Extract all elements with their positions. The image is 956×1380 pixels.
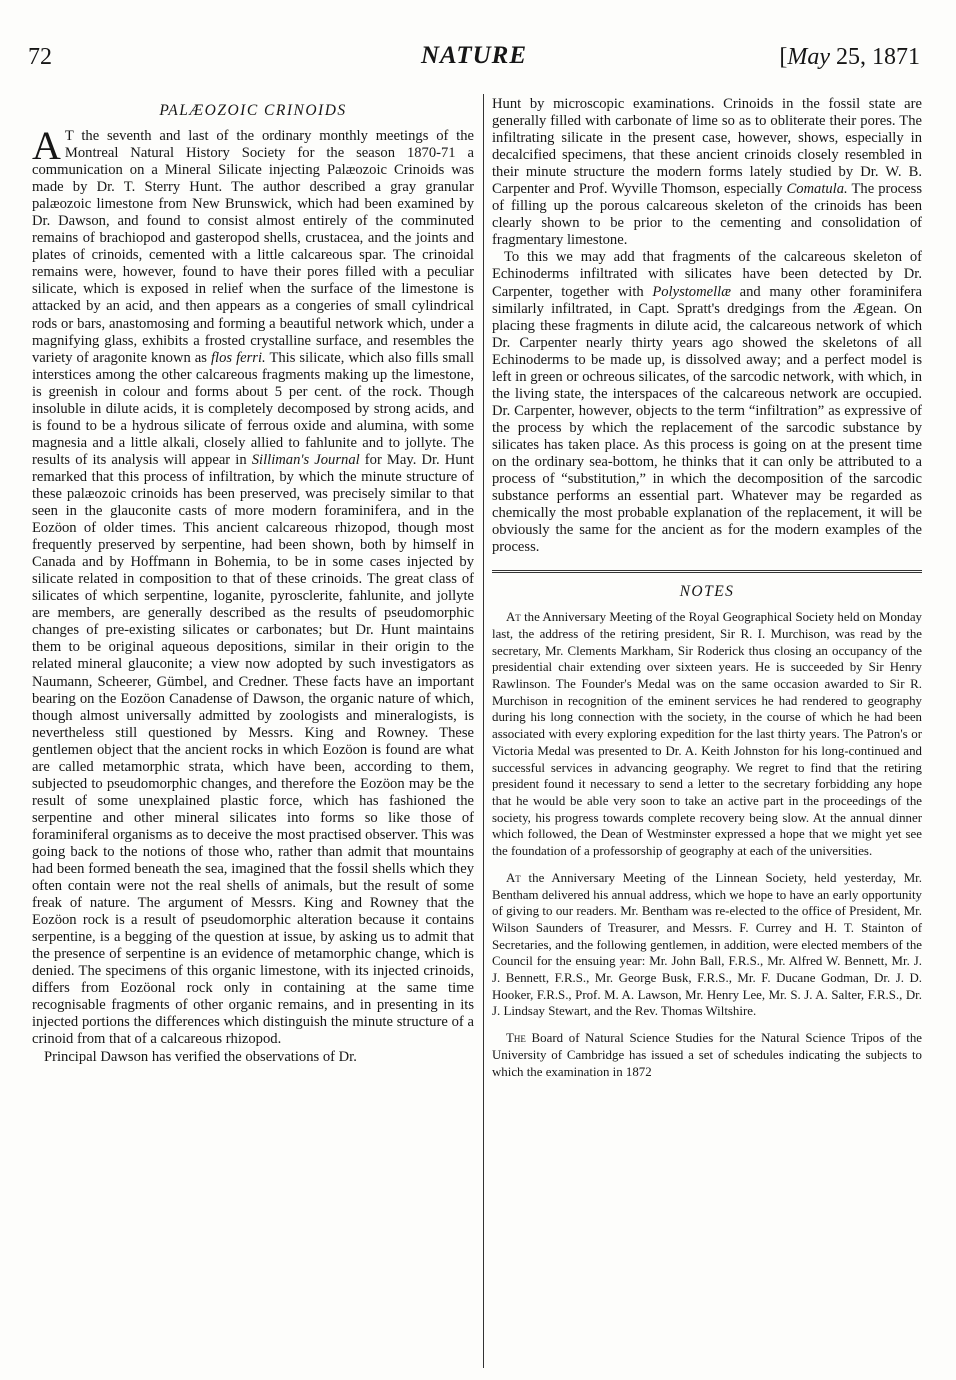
column-divider	[483, 94, 484, 1368]
note-item: At the Anniversary Meeting of the Linnean Society, held yesterday, Mr. Bentham delivered his annual address, which we hope to have an early opportunity of giving to our readers. Mr. Bentham was re-elected to the office of President, Mr. Wilson Saunders of Treasurer, and Messrs. F. Currey and H. T. Stainton of Secretaries, and the following gentlemen, in addition, were elected members of the Council for the ensuing year: Mr. John Ball, F.R.S., Mr. Alfred W. Bennett, Mr. J. J. Bennett, F.R.S., Mr. George Busk, F.R.S., Mr. F. Ducane Godman, Dr. J. D. Hooker, F.R.S., Prof. M. A. Lawson, Mr. Henry Lee, Mr. S. J. A. Salter, F.R.S., Dr. J. Lindsay Stewart, and the Rev. Thomas Wiltshire.	[492, 870, 922, 1019]
right-column	[492, 96, 922, 1090]
journal-title: NATURE	[420, 42, 528, 69]
left-column	[32, 96, 474, 1066]
section-divider	[492, 570, 922, 573]
drop-cap: A	[32, 123, 61, 168]
page-number: 72	[28, 44, 52, 70]
date-month: May	[787, 44, 830, 70]
notes-body	[492, 609, 922, 1080]
issue-date	[779, 44, 920, 71]
note-item: The Board of Natural Science Studies for the Natural Science Tripos of the University of Cambridge has issued a set of schedules indicating the subjects to which the examination in 1872	[492, 1031, 922, 1079]
article-paragraph: A T the seventh and last of the ordinary monthly meetings of the Montreal Natural History Society for the season 1870-71 a communication on a Mineral Silicate injecting Palæozoic Crinoids was made by Dr. T. Sterry Hunt. The author described a gray granular palæozoic limestone from New Brunswick, which had been examined by Dr. Dawson, and found to consist almost entirely of the comminuted remains of brachiopod and gasteropod shells, crustacea, and the joints and plates of crinoids, cemented with a little calcareous spar. The crinoidal remains were, however, found to have their pores filled with a peculiar silicate, which is exposed in relief when the surface of the limestone is attacked by an acid, and then appears as a congeries of small cylindrical rods or bars, anastomosing and forming a beautiful network which, under a magnifying glass, exhibits a frosted crystalline surface, and resembles the variety of aragonite known as flos ferri. This silicate, which also fills small interstices among the other calcareous fragments making up the limestone, is greenish in colour and forms about 5 per cent. of the rock. Though insoluble in dilute acids, it is completely decomposed by strong acids, and is found to be a hydrous silicate of ferrous oxide and alumina, with some magnesia and a little alkali, closely allied to fahlunite and to jollyte. The results of its analysis will appear in Silliman's Journal for May. Dr. Hunt remarked that this process of infiltration, by which the minute structure of these palæozoic crinoids has been preserved, was precisely similar to that seen in the glauconite casts of more modern foraminifera, and in the Eozöon of older times. This ancient calcareous rhizopod, though most frequently preserved by serpentine, had been shown, both by himself in Canada and by Hoffmann in Bohemia, to be in some cases injected by silicate related in composition to that of these crinoids. The great class of silicates of which serpentine, loganite, pyrosclerite, fahlunite, and jollyte are members, are generally described as the results of pseudomorphic changes of pre-existing silicates or carbonates; but Dr. Hunt maintains them to be original aqueous depositions, similar in their origin to the related mineral glauconite; a view now adopted by such investigators as Naumann, Scheerer, Gümbel, and Credner. These facts have an important bearing on the Eozöon Canadense of Dawson, the organic nature of which, though almost universally admitted by zoologists and mineralogists, is nevertheless still questioned by Messrs. King and Rowney. These gentlemen object that the ancient rocks in which Eozöon is found are what are called metamorphic strata, which have been, according to them, subjected to pseudomorphic changes, and therefore the Eozöon may be the result of some unexplained plastic force, which has fashioned the serpentine and other mineral silicates into forms so like those of foraminiferal organisms as to deceive the most practised observer. This was going back to the notions of those who, rather than admit that mountains had been formed beneath the sea, imagined that the fossil shells which they often contain were not the real shells of animals, but the result of some freak of nature. The argument of Messrs. King and Rowney that the Eozöon rock is a result of pseudomorphic alteration because it contains serpentine, is a begging of the question at issue, by asking us to admit that the presence of serpentine is an evidence of metamorphic change, which is denied. The specimens of this organic limestone, with its injected crinoids, differs from Eozöonal rock only in containing at the same time recognisable fragments of other organic remains, and in presenting in its injected portions the differences which distinguish the minute structure of a crinoid from that of a calcareous rhizopod.	[32, 123, 475, 1048]
note-item: At the Anniversary Meeting of the Royal Geographical Society held on Monday last, the address of the retiring president, Sir R. I. Murchison, was read by the secretary, Mr. Clements Markham, Sir Roderick thus closing an occupancy of the presidential chair extending over sixteen years. He is succeeded by Sir Henry Rawlinson. The Founder's Medal was on the same occasion awarded to Sir R. Murchison in recognition of the eminent services he had rendered to geography during his long connection with the society, in the course of which he had been associated with every exploring expedition for the last thirty years. The Patron's or Victoria Medal was presented to Dr. A. Keith Johnston for his long-continued and successful services in advancing geography. We regret to find that the retiring president found it necessary to send a letter to the secretary forbidding any hope that he would be able very soon to take an active part in the proceedings of the society, his progress towards complete recovery being slow. At the annual dinner which followed, the Dean of Westminster expressed a hope that we might yet see the foundation of a professorship of geography at each of the universities.	[492, 610, 922, 859]
article-continuation	[492, 96, 922, 556]
notes-title: NOTES	[679, 583, 735, 601]
article-paragraph: To this we may add that fragments of the calcareous skeleton of Echinoderms infiltrated with silicates have been detected by Dr. Carpenter, together with Polystomellæ and many other foraminifera similarly infiltrated, in Capt. Spratt's dredgings from the Ægean. On placing these fragments in dilute acid, the calcareous network of which Dr. Carpenter nearly thirty years ago showed the skeletons of all Echinoderms to be made up, is dissolved away; and a perfect model is left in green or ochreous silicates, of the sarcodic network, with which, in the living state, the interspaces of the calcareous network are occupied. Dr. Carpenter, however, objects to the term “infiltration” as expressive of the process by which the replacement of the sarcodic substance by silicates has taken place. As this process is going on at the present time on the ordinary sea-bottom, he thinks that it can only be attributed to a process of “substitution,” in which the decomposition of the sarcodic substance performs an essential part. Whatever may be regarded as chemically the most probable explanation of the replacement, it will be obviously the same for the ancient as for the modern examples of the process.	[492, 249, 922, 556]
article-title: PALÆOZOIC CRINOIDS	[159, 102, 347, 119]
article-paragraph: Hunt by microscopic examinations. Crinoids in the fossil state are generally filled with carbonate of lime so as to obliterate their pores. The infiltrating silicate in the present case, however, shows, especially in decalcified specimens, that these ancient crinoids closely resembled in their minute structure the modern forms lately studied by Dr. W. B. Carpenter and Prof. Wyville Thomson, especially Comatula. The process of filling up the porous calcareous skeleton of the crinoids has been clearly shown to be prior to the cementing and consolidation of fragmentary limestone.	[492, 96, 922, 249]
article-body	[32, 123, 475, 1066]
date-day-year: 25, 1871	[830, 44, 920, 70]
running-header	[28, 40, 920, 84]
article-paragraph: Principal Dawson has verified the observations of Dr.	[44, 1048, 357, 1065]
date-bracket: [	[779, 44, 788, 70]
